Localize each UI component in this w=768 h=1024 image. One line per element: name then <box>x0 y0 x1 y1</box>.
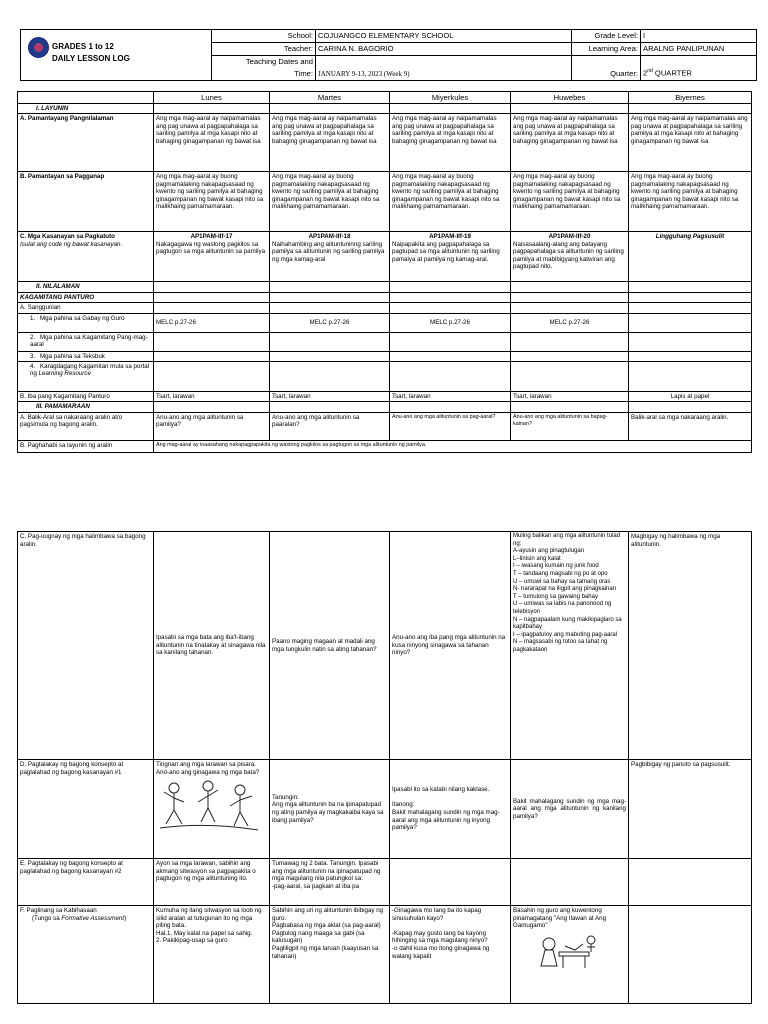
day-header-huwebes: Huwebes <box>511 92 629 104</box>
row-c-miyerkules <box>390 232 511 282</box>
practice-miyerkules: -Ginagawa mo lang ba ito kapag sinusuhulan kayo? -Kapag may gusto lang ba kayong hihinging sa mga magulang ninyo? -o dahil kusa mo itong ginagawa ng walang kapalit <box>390 906 511 1004</box>
day-header-miyerkules: Miyerkules <box>390 92 511 104</box>
row-c-lunes <box>154 232 270 282</box>
row-label-sanggunian: A. Sanggunian <box>18 303 154 313</box>
row-b-huwebes: Ang mga mag-aaral ay buong pagmamalaking nakapagsasaad ng kwento ng sariling pamilya at bahaging ginagampanan ng bawat kasapi nito sa malikhaing pamamamaraan. <box>511 172 629 232</box>
materials-huwebes: Tsart, larawan <box>511 392 629 402</box>
section-kagamitan: KAGAMITANG PANTURO <box>18 292 154 302</box>
title-line-2: DAILY LESSON LOG <box>52 54 130 63</box>
discuss1-huwebes: Bakit mahalagang sundin ng mga mag-aaral ang mga alituntunin ng kanilang pamilya? <box>511 760 629 859</box>
section-layunin: I. LAYUNIN <box>18 104 154 114</box>
lesson-table-page1 <box>17 91 752 453</box>
row-label-paghahabi: B. Paghahabi sa layunin ng aralin <box>18 440 154 452</box>
discuss2-miyerkules <box>390 859 511 906</box>
discuss1-biyernes: Pagbibigay ng panuto sa pagsusulit. <box>629 760 752 859</box>
row-label-pagtalakay-2: E. Pagtalakay ng bagong konsepto at paglalahad ng bagong kasanayan #2 <box>18 859 154 906</box>
review-martes: Anu-ano ang mga alituntunin sa paaralan? <box>270 412 390 440</box>
discuss1-lunes <box>154 760 270 859</box>
row-label-karagdagang-kagamitan: 4. Karagdagang Kagamitan mula sa portal ng Learning Resource <box>18 362 154 392</box>
row-c-martes <box>270 232 390 282</box>
connect-huwebes: Muling balikan ang mga alituntunin tulad ng: A-ayusin ang pinagtulugan L–linisin ang kalat I – iwasang kumain ng junk food T – tandaang magsabi ng po at opo U – umuwi sa bahay sa tamang oras N- nararapat na iligpit ang pinagkainan T – tumulong sa gawaing bahay U – umiwas sa labis na panonood ng telebisyon N – nagpapaalam kung makikipaglaro sa kapitbahay I – ipagpatuloy ang mabuting pag-aaral N – magsasabi ng totoo sa lahat ng pagkakataon <box>511 532 629 760</box>
practice-huwebes-text: Basahin ng guro ang kuwentong pinamagatang "Ang Ilawan at Ang Gamugamo" <box>513 907 607 930</box>
lesson-table-page2 <box>17 531 752 1004</box>
day-header-biyernes: Biyernes <box>629 92 752 104</box>
child-reading-illustration <box>535 932 605 972</box>
review-biyernes: Balik-aral sa mga nakaraang aralin. <box>629 412 752 440</box>
title-line-1: GRADES 1 to 12 <box>52 42 114 51</box>
dates-label-line1: Teaching Dates and <box>212 56 316 69</box>
row-c-label: C. Mga Kasanayan sa Pagkatuto <box>20 233 115 241</box>
discuss2-biyernes <box>629 859 752 906</box>
competency-text: Naihahambing ang alituntuninng sariling pamilya sa alituntunin ng sariling pamilya ng mga kamag-aral <box>272 240 385 263</box>
lesson-objective-merged: Ang mag-aaral ay inaasahang nakapagpapakita ng wastong pagkilos sa pagtugon sa mga alituntunin ng pamilya. <box>154 440 752 452</box>
row-label-pamantayang-pangnilalaman: A. Pamantayang Pangnilalaman <box>18 114 154 172</box>
competency-text: Naisasaalang-alang ang batayang pagpapahalaga sa alituntunin ng sariling pamilya at mabibigyang katwiran ang pagtupad nito. <box>513 240 624 271</box>
row-a-lunes: Ang mga mag-aaral ay naipamamalas ang pag unawa at pagpapahalaga sa sariling pamilya at mga kasapi nito at bahaging ginagampanan ng bawat isa <box>154 114 270 172</box>
discuss1-lunes-text: Tingnan ang mga larawan sa pisara. Ano-ano ang ginagawa ng mga bata? <box>156 761 260 776</box>
melc-huwebes: MELC p.27-26 <box>511 313 629 332</box>
melc-martes: MELC p.27-26 <box>270 313 390 332</box>
row-b-martes: Ang mga mag-aaral ay buong pagmamalaking nakapagsasaad ng kwento ng sariling pamilya at bahaging ginagampanan ng bawat kasapi nito sa malikhaing pamamamaraan. <box>270 172 390 232</box>
review-lunes: Anu-ano ang mga alituntunin sa pamilya? <box>154 412 270 440</box>
practice-biyernes <box>629 906 752 1004</box>
paglinang-label: F. Paglinang sa Kabihasaan <box>20 907 97 914</box>
dates-label-line2: Time: <box>212 68 316 81</box>
row-label-teksbuk: 3. Mga pahina sa Teksbuk <box>18 351 154 361</box>
quarter-suffix: nd <box>647 68 653 75</box>
discuss2-martes: Tumawag ng 2 bata. Tanungin. Ipasabi ang mga alituntunin na ipinapatupad ng mga magulang nila patungkol sa: -pag-aaral, sa pagkain at iba pa <box>270 859 390 906</box>
grade-level-value: I <box>641 30 757 43</box>
melc-miyerkules: MELC p.27-26 <box>390 313 511 332</box>
row-c-sublabel: Isulat ang code ng bawat kasanayan. <box>20 240 123 248</box>
children-playing-illustration <box>156 778 262 834</box>
quarter-value <box>641 56 757 81</box>
connect-miyerkules: Anu-ano ang iba pang mga alituntunin na kusa ninyong sinagawa sa tahanan ninyo? <box>390 532 511 760</box>
quarter-number: 2 <box>643 69 648 78</box>
row-label-pag-uugnay: C. Pag-uugnay ng mga halimbawa sa bagong aralin. <box>18 532 154 760</box>
row-a-biyernes: Ang mga mag-aaral ay naipamamalas ang pag unawa at pagpapahalaga sa sariling pamilya at mga kasapi nito at bahaging ginagampanan ng bawat isa <box>629 114 752 172</box>
day-header-lunes: Lunes <box>154 92 270 104</box>
section-pamamaraan: III. PAMAMARAAN <box>18 402 154 412</box>
materials-miyerkules: Tsart, larawan <box>390 392 511 402</box>
practice-huwebes <box>511 906 629 1004</box>
review-miyerkules: Anu-ano ang mga alituntunin sa pag-aaral? <box>390 412 511 440</box>
row-label-mga-kasanayan <box>18 232 154 282</box>
grade-level-label: Grade Level: <box>572 30 641 43</box>
row-c-biyernes <box>629 232 752 282</box>
row-label-iba-pang-kagamitan: B. Iba pang Kagamitang Panturo <box>18 392 154 402</box>
weekly-test-label: Lingguhang Pagsusulit <box>655 233 725 241</box>
row-b-miyerkules: Ang mga mag-aaral ay buong pagmamalaking nakapagsasaad ng kwento ng sariling pamilya at bahaging ginagampanan ng bawat kasapi nito sa malikhaing pamamamaraan. <box>390 172 511 232</box>
competency-code: AP1PAM-IIf-18 <box>308 233 351 241</box>
connect-biyernes: Magbigay ng halimbawa ng mga alituntunin. <box>629 532 752 760</box>
quarter-label: Quarter: <box>572 56 641 81</box>
review-huwebes: Anu-ano ang mga alituntunin sa hapag-kainan? <box>511 412 629 440</box>
row-label-balik-aral: A. Balik-Aral sa nakaraang aralin at/o pagsimula ng bagong aralin. <box>18 412 154 440</box>
teacher-label: Teacher: <box>212 43 316 56</box>
row-label-paglinang <box>18 906 154 1004</box>
day-header-martes: Martes <box>270 92 390 104</box>
competency-code: AP1PAM-IIf-19 <box>429 233 471 241</box>
discuss2-huwebes <box>511 859 629 906</box>
header-table <box>20 29 757 81</box>
competency-text: Nakagagawa ng wastong pagkilos sa pagtugon sa mga alituntunin sa pamilya <box>156 240 266 256</box>
competency-text: Naipapakita ang pagpapahalaga sa pagtupad sa mga alituntunin ng sariling pamaiya at pamilya ng kamag-aral. <box>392 240 500 263</box>
row-a-huwebes: Ang mga mag-aaral ay naipamamalas ang pag unawa at pagpapahalaga sa sariling pamilya at mga kasapi nito at bahaging ginagampanan ng bawat isa <box>511 114 629 172</box>
row-label-gabay-ng-guro: 1. Mga pahina sa Gabay ng Guro <box>18 313 154 332</box>
competency-code: AP1PAM-IIf-17 <box>190 233 233 241</box>
row-label-pagtalakay-1: D. Pagtalakay ng bagong konsepto at paglalahad ng bagong kasanayan #1 <box>18 760 154 859</box>
school-value: COJUANGCO ELEMENTARY SCHOOL <box>316 30 572 43</box>
practice-martes: Sabihin ang uri ng alituntunin ibibigay ng guro. Pagbabasa ng mga aklat (sa pag-aaral) Pagtulog nang maaga sa gabi (sa kalusugan) Pagliligpit ng mga laruan (kaayusan sa tahanan) <box>270 906 390 1004</box>
paglinang-sublabel: (Tungo sa Formative Assessment) <box>32 914 127 922</box>
materials-lunes: Tsart, larawan <box>154 392 270 402</box>
row-label-kagamitang-pang-mag-aaral: 2. Mga pahina sa Kagamitang Pang-mag-aaral <box>18 332 154 351</box>
section-nilalaman: II. NILALAMAN <box>18 282 154 292</box>
connect-martes: Paano maging magaan at madali ang mga tungkulin natin sa ating tahanan? <box>270 532 390 760</box>
melc-biyernes <box>629 313 752 332</box>
day-header-blank <box>18 92 154 104</box>
row-b-biyernes: Ang mga mag-aaral ay buong pagmamalaking nakapagsasaad ng kwento ng sariling pamilya at bahaging ginagampanan ng bawat kasapi nito sa malikhaing pamamamaraan. <box>629 172 752 232</box>
connect-lunes: Ipasabi sa mga bata ang iba't-ibang alituntunin na tinatakay at sinagawa nila sa kanilang tahanan. <box>154 532 270 760</box>
row-a-martes: Ang mga mag-aaral ay naipamamalas ang pag unawa at pagpapahalaga sa sariling pamilya at mga kasapi nito at bahaging ginagampanan ng bawat isa <box>270 114 390 172</box>
materials-martes: Tsart, larawan <box>270 392 390 402</box>
logo-cell <box>21 30 212 81</box>
learning-area-value: ARALNG PANLIPUNAN <box>641 43 757 56</box>
discuss2-lunes: Ayon sa mga larawan, sabihin ang akmang sitwasyon sa pagpapakita o pagtugon ng mga alituntuning ito. <box>154 859 270 906</box>
discuss1-martes: Tanungin: Ang mga alituntunin ba na ipinapatupad ng ating pamilya ay magkakaiba kaya sa ibang pamilya? <box>270 760 390 859</box>
row-label-pamantayan-sa-pagganap: B. Pamantayan sa Pagganap <box>18 172 154 232</box>
teacher-value: CARINA N. BAGORIO <box>316 43 572 56</box>
row-a-miyerkules: Ang mga mag-aaral ay naipamamalas ang pag unawa at pagpapahalaga sa sariling pamilya at mga kasapi nito at bahaging ginagampanan ng bawat isa <box>390 114 511 172</box>
materials-biyernes: Lapis at papel <box>629 392 752 402</box>
competency-code: AP1PAM-IIf-20 <box>548 233 591 241</box>
dates-value: JANUARY 9-13, 2023 (Week 9) <box>316 56 572 81</box>
row-b-lunes: Ang mga mag-aaral ay buong pagmamalaking nakapagsasaad ng kwento ng sariling pamilya at bahaging ginagampanan ng bawat kasapi nito sa malikhaing pamamamaraan. <box>154 172 270 232</box>
school-label: School: <box>212 30 316 43</box>
row-c-huwebes <box>511 232 629 282</box>
quarter-word: QUARTER <box>652 69 692 78</box>
melc-lunes: MELC p.27-26 <box>154 313 270 332</box>
discuss1-miyerkules: Ipasabi ito sa katabi nilang kaklase. Itanong: Bakit mahalagang sundin ng mga mag-aaral ang mga alituntunin ng inyong pamilya? <box>390 760 511 859</box>
practice-lunes: Kumuha ng ilang sitwasyon sa loob ng silid aralan at tutugunan ito ng mga piling bata. Hal.1. May kalat na papel sa sahig. 2. Pakikipag-usap sa guro <box>154 906 270 1004</box>
learning-area-label: Learning Area: <box>572 43 641 56</box>
